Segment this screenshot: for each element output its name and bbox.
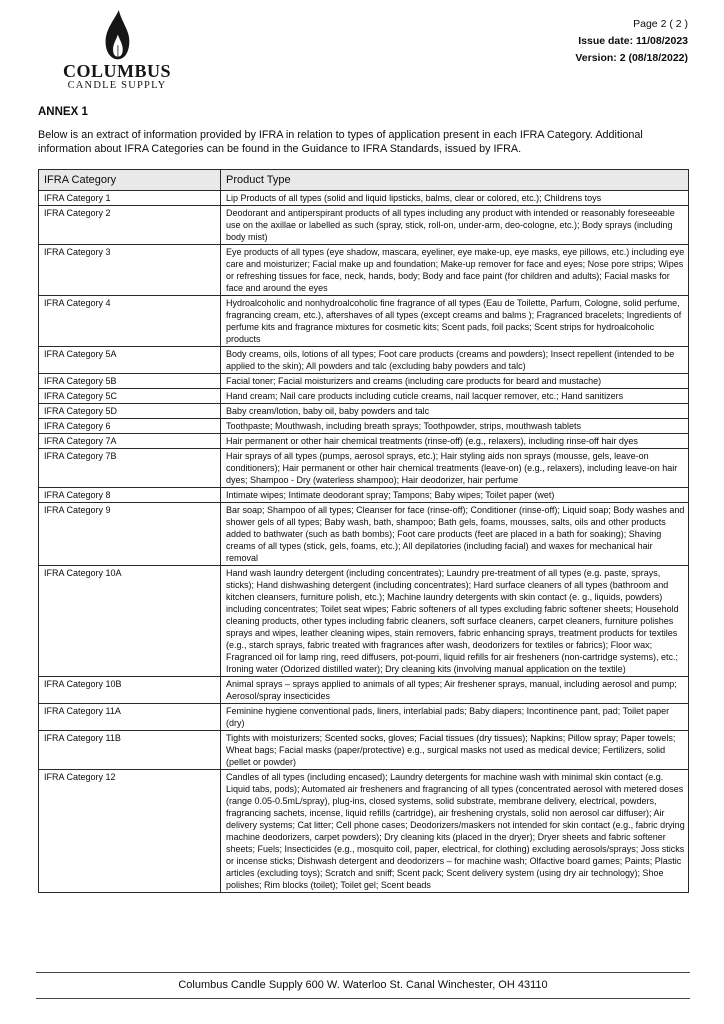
product-type-cell: Candles of all types (including encased); Laundry detergents for machine wash with minimal skin contact (e.g. Liquid tabs, pods); Automated air fresheners and fragrancing of all types (concentrated aerosol with metered doses (range 0.05-0.5mL/spray), plug-ins, closed systems, solid substrate, membrane delivery, electrical, powders, fragrancing sachets, incense, liquid refills (cartridge), air freshening crystals, solid non aerosol car diffuser); Air delivery systems; Cat litter; Cell phone cases; Deodorizers/maskers not intended for skin contact (e.g., fabric drying machine deodorizers, carpet powders); Dry cleaning kits (placed in the dryer); Dryer sheets and fabric softener sheets; Fuels; Insecticides (e.g., mosquito coil, paper, electrical, for clothing) excluding aerosols/sprays; Joss sticks or incense sticks; Dishwash detergent and deodorizers – for machine wash; Olfactive board games; Paints; Plastic articles (excluding toys); Scratch and sniff; Scent pack; Scent delivery system (using dry air technology); Shoe polishes; Rim blocks (toilet); Toilet gel; Scent beads bbox=[221, 770, 689, 893]
category-cell: IFRA Category 7A bbox=[39, 434, 221, 449]
annex-title: ANNEX 1 bbox=[38, 106, 88, 118]
category-cell: IFRA Category 4 bbox=[39, 296, 221, 347]
table-row bbox=[39, 434, 689, 449]
category-cell: IFRA Category 5C bbox=[39, 389, 221, 404]
flame-icon bbox=[95, 10, 139, 62]
product-type-cell: Baby cream/lotion, baby oil, baby powders and talc bbox=[221, 404, 689, 419]
table-row bbox=[39, 347, 689, 374]
version: Version: 2 (08/18/2022) bbox=[575, 52, 688, 64]
category-cell: IFRA Category 5D bbox=[39, 404, 221, 419]
table-row bbox=[39, 503, 689, 566]
category-cell: IFRA Category 8 bbox=[39, 488, 221, 503]
document-header bbox=[38, 8, 688, 92]
category-cell: IFRA Category 2 bbox=[39, 206, 221, 245]
category-cell: IFRA Category 5A bbox=[39, 347, 221, 374]
category-cell: IFRA Category 3 bbox=[39, 245, 221, 296]
product-type-cell: Body creams, oils, lotions of all types; Foot care products (creams and powders); Insect repellent (intended to be applied to the skin); All powders and talc (excluding baby powders and talc) bbox=[221, 347, 689, 374]
product-type-cell: Hair sprays of all types (pumps, aerosol sprays, etc.); Hair styling aids non sprays (mousse, gels, leave-on conditioners); Hair permanent or other hair chemical treatments (leave-on) (e.g., relaxers), including leave-on hair dyes; Shampoo - Dry (waterless shampoo); Hair deodorizer, hair perfume bbox=[221, 449, 689, 488]
table-row bbox=[39, 731, 689, 770]
product-type-cell: Deodorant and antiperspirant products of all types including any product with intended or reasonably foreseeable use on the axillae or labelled as such (spray, stick, roll-on, under-arm, deo-cologne, etc.); Body sprays (including body mist) bbox=[221, 206, 689, 245]
table-row bbox=[39, 566, 689, 677]
table-row bbox=[39, 389, 689, 404]
table-row bbox=[39, 296, 689, 347]
product-type-cell: Bar soap; Shampoo of all types; Cleanser for face (rinse-off); Conditioner (rinse-off); Liquid soap; Body washes and shower gels of all types; Baby wash, bath, shampoo; Bath gels, foams, mousses, salts, oils and other products added to bathwater (such as bath bombs); Foot care products (feet are placed in a bath for soaking); Shaving creams of all types (stick, gels, foams, etc.); All depilatories (including facial) and waxes for mechanical hair removal bbox=[221, 503, 689, 566]
table-row bbox=[39, 206, 689, 245]
logo-title: COLUMBUS bbox=[62, 61, 171, 81]
table-row bbox=[39, 374, 689, 389]
table-row bbox=[39, 677, 689, 704]
ifra-category-table bbox=[38, 169, 689, 893]
logo-subtitle: CANDLE SUPPLY bbox=[67, 80, 167, 91]
product-type-cell: Lip Products of all types (solid and liquid lipsticks, balms, clear or colored, etc.); Childrens toys bbox=[221, 191, 689, 206]
product-type-cell: Hand wash laundry detergent (including concentrates); Laundry pre-treatment of all types (e.g. paste, sprays, sticks); Hand dishwashing detergent (including concentrates); Hard surface cleaners of all types (bathroom and kitchen cleansers, furniture polish, etc.); Machine laundry detergents with skin contact (e. g., liquids, powders) including concentrates; Toilet seat wipes; Fabric softeners of all types excluding fabric softener sheets; Household cleaning products, other types including fabric cleaners, soft surface cleaners, carpet cleaners, furniture polishes sprays and wipes, leather cleaning wipes, stain removers, fabric enhancing sprays, treatment products for textiles (e.g., starch sprays, fabric treated with fragrances after wash, deodorizers for textiles or fabrics); Floor wax; Fragranced oil for lamp ring, reed diffusers, pot-pourri, liquid refills for air fresheners (non-cartridge systems), etc.; Ironing water (Odorized distilled water); Dry cleaning kits (involving manual application on the textile) bbox=[221, 566, 689, 677]
product-type-cell: Eye products of all types (eye shadow, mascara, eyeliner, eye make-up, eye masks, eye pillows, etc.) including eye care and moisturizer; Facial make up and foundation; Make-up remover for face and eyes; Nose pore strips; Wipes or refreshing tissues for face, neck, hands, body; Body and face paint (for children and adults); Facial masks for face and around the eyes bbox=[221, 245, 689, 296]
column-header-product-type: Product Type bbox=[221, 170, 689, 191]
product-type-cell: Facial toner; Facial moisturizers and creams (including care products for beard and mustache) bbox=[221, 374, 689, 389]
table-row bbox=[39, 770, 689, 893]
table-row bbox=[39, 419, 689, 434]
column-header-category: IFRA Category bbox=[39, 170, 221, 191]
product-type-cell: Animal sprays – sprays applied to animals of all types; Air freshener sprays, manual, including aerosol and pump; Aerosol/spray insecticides bbox=[221, 677, 689, 704]
table-row bbox=[39, 449, 689, 488]
company-logo bbox=[38, 8, 192, 92]
product-type-cell: Intimate wipes; Intimate deodorant spray; Tampons; Baby wipes; Toilet paper (wet) bbox=[221, 488, 689, 503]
category-cell: IFRA Category 11A bbox=[39, 704, 221, 731]
category-cell: IFRA Category 12 bbox=[39, 770, 221, 893]
category-cell: IFRA Category 6 bbox=[39, 419, 221, 434]
product-type-cell: Tights with moisturizers; Scented socks, gloves; Facial tissues (dry tissues); Napkins; Pillow spray; Paper towels; Wheat bags; Facial masks (paper/protective) e.g., surgical masks not used as medical device; Fertilizers, solid (pellet or powder) bbox=[221, 731, 689, 770]
category-cell: IFRA Category 10B bbox=[39, 677, 221, 704]
category-cell: IFRA Category 9 bbox=[39, 503, 221, 566]
product-type-cell: Hydroalcoholic and nonhydroalcoholic fine fragrance of all types (Eau de Toilette, Parfum, Cologne, solid perfume, fragrancing cream, etc.), aftershaves of all types (except creams and balms ); Fragranced bracelets; Ingredients of perfume kits and fragrance mixtures for cosmetic kits; Scent pads, foil packs; Scent strips for hydroalcoholic products bbox=[221, 296, 689, 347]
product-type-cell: Toothpaste; Mouthwash, including breath sprays; Toothpowder, strips, mouthwash tablets bbox=[221, 419, 689, 434]
category-cell: IFRA Category 10A bbox=[39, 566, 221, 677]
table-row bbox=[39, 704, 689, 731]
table-header-row bbox=[39, 170, 689, 191]
table-row bbox=[39, 488, 689, 503]
table-row bbox=[39, 404, 689, 419]
product-type-cell: Feminine hygiene conventional pads, liners, interlabial pads; Baby diapers; Incontinence pant, pad; Toilet paper (dry) bbox=[221, 704, 689, 731]
category-cell: IFRA Category 7B bbox=[39, 449, 221, 488]
product-type-cell: Hair permanent or other hair chemical treatments (rinse-off) (e.g., relaxers), including rinse-off hair dyes bbox=[221, 434, 689, 449]
table-row bbox=[39, 245, 689, 296]
issue-date: Issue date: 11/08/2023 bbox=[578, 35, 688, 47]
document-meta bbox=[575, 8, 688, 67]
product-type-cell: Hand cream; Nail care products including cuticle creams, nail lacquer remover, etc.; Hand sanitizers bbox=[221, 389, 689, 404]
category-cell: IFRA Category 1 bbox=[39, 191, 221, 206]
table-row bbox=[39, 191, 689, 206]
category-cell: IFRA Category 5B bbox=[39, 374, 221, 389]
category-cell: IFRA Category 11B bbox=[39, 731, 221, 770]
footer-address: Columbus Candle Supply 600 W. Waterloo St. Canal Winchester, OH 43110 bbox=[36, 972, 690, 999]
page-number: Page 2 ( 2 ) bbox=[633, 18, 688, 30]
intro-paragraph: Below is an extract of information provided by IFRA in relation to types of application present in each IFRA Category. Additional information about IFRA Categories can be found in the Guidance to IFRA Standards, issued by IFRA. bbox=[38, 129, 643, 155]
